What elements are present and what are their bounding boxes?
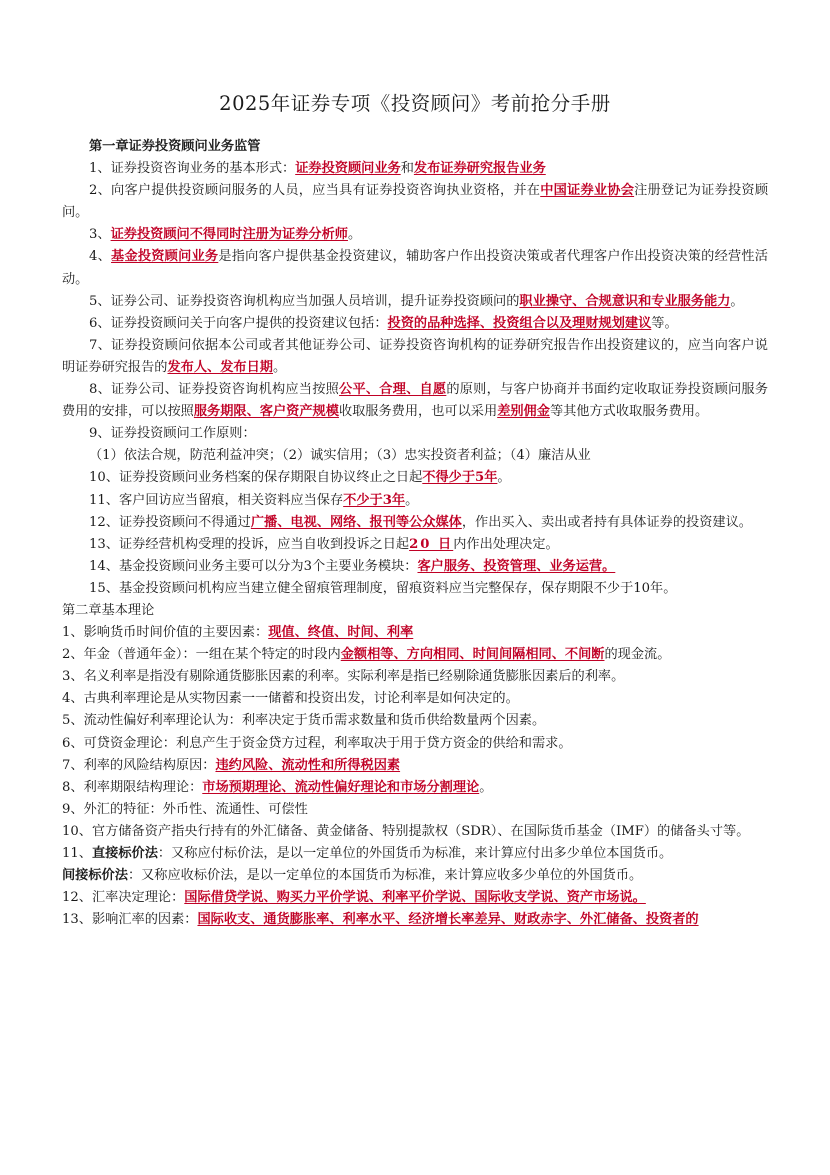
item-text: 古典利率理论是从实物因素一一储蓄和投资出发，讨论利率是如何决定的。 bbox=[83, 691, 519, 707]
highlight-term: 国际收支、通货膨胀率、利率水平、经济增长率差异、财政赤字、外汇储备、投资者的 bbox=[197, 912, 699, 928]
item-number: 6、 bbox=[62, 735, 84, 751]
item-text: 外汇的特征：外币性、流通性、可偿性 bbox=[83, 801, 308, 817]
item-text-post: 的现金流。 bbox=[604, 647, 671, 663]
item-text: 证券公司、证券投资咨询机构应当加强人员培训，提升证券投资顾问的 bbox=[110, 293, 520, 309]
item-number: 9、 bbox=[89, 426, 111, 442]
item-text-post: 等。 bbox=[651, 315, 678, 331]
item-text: 利率期限结构理论： bbox=[83, 779, 203, 795]
item-number: 1、 bbox=[89, 161, 111, 177]
item-text: ：又称应收标价法，是以一定单位的本国货币为标准，来计算应收多少单位的外国货币。 bbox=[127, 868, 643, 884]
item-number: 5、 bbox=[89, 293, 111, 309]
item-text-mid: 的原则，与客户协商并书面约定收取证券投资顾问服务费用的安排，可以按照 bbox=[62, 382, 769, 420]
bold-term: 直接标价法 bbox=[91, 846, 158, 861]
document-body bbox=[62, 136, 768, 931]
item-text-mid: 和 bbox=[400, 161, 414, 177]
highlight-term: 现值、终值、时间、利率 bbox=[268, 625, 414, 641]
item-number: 5、 bbox=[62, 713, 84, 729]
highlight-term: 公平、合理、自愿 bbox=[339, 382, 447, 398]
item-text: 证券投资顾问工作原则： bbox=[110, 426, 256, 442]
item-text: 证券投资顾问不得通过 bbox=[118, 514, 251, 530]
highlight-term: 发布证券研究报告业务 bbox=[413, 161, 546, 177]
highlight-term: 服务期限、客户资产规模 bbox=[193, 404, 339, 420]
highlight-term: 职业操守、合规意识和专业服务能力 bbox=[519, 293, 731, 309]
list-item bbox=[62, 578, 768, 600]
item-text: 证券公司、证券投资咨询机构应当按照 bbox=[111, 382, 340, 398]
list-item bbox=[62, 909, 768, 931]
item-number: 8、 bbox=[89, 382, 112, 398]
item-text: 利率的风险结构原因： bbox=[83, 757, 216, 773]
item-text: 证券经营机构受理的投诉，应当自收到投诉之日起 bbox=[118, 536, 410, 552]
item-text-post: ，作出买入、卖出或者持有具体证券的投资建议。 bbox=[461, 514, 752, 530]
list-item bbox=[62, 666, 768, 688]
item-number: 7、 bbox=[89, 337, 112, 353]
page-title: 2025年证券专项《投资顾问》考前抢分手册 bbox=[219, 92, 611, 115]
item-number: 11、 bbox=[89, 492, 119, 508]
item-number: 12、 bbox=[89, 514, 119, 530]
list-item bbox=[62, 755, 768, 777]
list-item bbox=[62, 710, 768, 732]
item-text: 证券投资顾问关于向客户提供的投资建议包括： bbox=[110, 315, 388, 331]
list-item bbox=[62, 180, 768, 224]
list-item bbox=[62, 556, 768, 578]
list-item bbox=[62, 291, 768, 313]
bold-term: 间接标价法 bbox=[62, 868, 128, 884]
list-item bbox=[62, 467, 768, 489]
list-item bbox=[62, 887, 768, 909]
item-text: ：又称应付标价法，是以一定单位的外国货币为标准，来计算应付出多少单位本国货币。 bbox=[157, 846, 673, 861]
item-text: 流动性偏好利率理论认为：利率决定于货币需求数量和货币供给数量两个因素。 bbox=[83, 713, 546, 729]
item-text: 证券投资顾问依据本公司或者其他证券公司、证券投资咨询机构的证券研究报告作出投资建议的，应当向客户说明证券研究报告的 bbox=[62, 337, 768, 375]
item-text: 影响货币时间价值的主要因素： bbox=[83, 625, 269, 641]
item-text-post: 等其他方式收取服务费用。 bbox=[549, 404, 709, 420]
highlight-term: 20 日 bbox=[409, 536, 454, 552]
item-number: 1、 bbox=[62, 625, 84, 641]
item-text-post: 。 bbox=[497, 470, 511, 486]
highlight-term: 市场预期理论、流动性偏好理论和市场分割理论 bbox=[202, 779, 480, 795]
highlight-term: 客户服务、投资管理、业务运营。 bbox=[417, 558, 616, 574]
highlight-term: 国际借贷学说、购买力平价学说、利率平价学说、国际收支学说、资产市场说。 bbox=[184, 890, 646, 906]
list-item bbox=[62, 158, 768, 180]
item-text: 年金（普通年金）：一组在某个特定的时段内 bbox=[83, 647, 341, 663]
item-text: 官方储备资产指央行持有的外汇储备、黄金储备、特别提款权（SDR）、在国际货币基金（IMF）的储备头寸等。 bbox=[91, 823, 750, 839]
highlight-term: 基金投资顾问业务 bbox=[111, 249, 219, 265]
list-item bbox=[62, 379, 768, 423]
item-text-post: 。 bbox=[273, 359, 287, 375]
highlight-term: 不少于3年 bbox=[343, 492, 406, 508]
list-item bbox=[62, 622, 768, 644]
item-text-post: 内作出处理决定。 bbox=[453, 536, 559, 552]
item-text: 影响汇率的因素： bbox=[91, 912, 198, 928]
item-text: 证券投资顾问业务档案的保存期限自协议终止之日起 bbox=[118, 470, 423, 486]
item-number: 8、 bbox=[62, 779, 84, 795]
item-number: 3、 bbox=[62, 669, 84, 685]
highlight-term: 中国证券业协会 bbox=[540, 183, 635, 199]
item-number: 11、 bbox=[62, 846, 92, 861]
highlight-term: 证券投资顾问业务 bbox=[295, 161, 401, 177]
item-text: 基金投资顾问机构应当建立健全留痕管理制度，留痕资料应当完整保存，保存期限不少于10年。 bbox=[118, 580, 677, 596]
item-text: 汇率决定理论： bbox=[91, 890, 185, 906]
highlight-term: 不得少于5年 bbox=[422, 470, 498, 486]
list-item bbox=[62, 821, 768, 843]
list-item bbox=[62, 246, 768, 290]
highlight-term: 发布人、发布日期 bbox=[167, 359, 273, 375]
highlight-term: 金额相等、方向相同、时间间隔相同、不间断 bbox=[340, 647, 605, 663]
highlight-term: 投资的品种选择、投资组合以及理财规划建议 bbox=[387, 315, 652, 331]
highlight-term: 广播、电视、网络、报刊等公众媒体 bbox=[250, 514, 462, 530]
item-text: 证券投资咨询业务的基本形式： bbox=[110, 161, 296, 177]
list-item bbox=[62, 335, 768, 379]
item-number: 12、 bbox=[62, 890, 92, 906]
item-number: 2、 bbox=[62, 647, 84, 663]
list-item bbox=[62, 644, 768, 666]
item-number: 10、 bbox=[62, 823, 92, 839]
item-text-post: 。 bbox=[479, 779, 493, 795]
item-number: 9、 bbox=[62, 801, 84, 817]
chapter-1-heading: 第一章证券投资顾问业务监管 bbox=[89, 139, 261, 154]
item-text-post: 。 bbox=[405, 492, 419, 508]
item-text: 向客户提供投资顾问服务的人员，应当具有证券投资咨询执业资格，并在 bbox=[111, 183, 541, 199]
chapter-2-heading: 第二章基本理论 bbox=[62, 602, 155, 618]
item-number: 15、 bbox=[89, 580, 119, 596]
item-number: 13、 bbox=[62, 912, 92, 928]
list-item bbox=[62, 733, 768, 755]
list-item bbox=[62, 490, 768, 512]
list-item bbox=[62, 777, 768, 799]
list-item bbox=[62, 423, 768, 445]
item-text-post: 是指向客户提供基金投资建议，辅助客户作出投资决策或者代理客户作出投资决策的经营性活动。 bbox=[62, 249, 768, 287]
item-text: 基金投资顾问业务主要可以分为3个主要业务模块： bbox=[118, 558, 418, 574]
list-item bbox=[62, 534, 768, 556]
item-number: 2、 bbox=[89, 183, 112, 199]
list-item bbox=[62, 799, 768, 821]
item-number: 7、 bbox=[62, 757, 84, 773]
list-item bbox=[62, 843, 768, 865]
list-item bbox=[62, 224, 768, 246]
list-item bbox=[62, 865, 768, 887]
item-text-post: 注册登记为证券投资顾问。 bbox=[62, 183, 769, 221]
highlight-term: 证券投资顾问不得同时注册为证券分析师 bbox=[110, 227, 348, 243]
item-text: 客户回访应当留痕，相关资料应当保存 bbox=[118, 492, 344, 508]
item-number: 10、 bbox=[89, 470, 119, 486]
item-number: 6、 bbox=[89, 315, 111, 331]
item-number: 14、 bbox=[89, 558, 119, 574]
list-item bbox=[62, 688, 768, 710]
highlight-term: 差别佣金 bbox=[497, 404, 550, 420]
list-item bbox=[62, 512, 768, 534]
list-item-sub bbox=[62, 445, 768, 467]
item-text-post: 。 bbox=[730, 293, 744, 309]
item-number: 13、 bbox=[89, 536, 119, 552]
list-item bbox=[62, 313, 768, 335]
highlight-term: 违约风险、流动性和所得税因素 bbox=[215, 757, 401, 773]
item-number: 3、 bbox=[89, 227, 111, 243]
item-text-post: 。 bbox=[347, 227, 362, 243]
item-text-mid: 收取服务费用，也可以采用 bbox=[338, 404, 498, 420]
item-number: 4、 bbox=[89, 249, 112, 265]
item-text: 可贷资金理论：利息产生于资金贷方过程，利率取决于用于贷方资金的供给和需求。 bbox=[83, 735, 572, 751]
item-text: 名义利率是指没有剔除通货膨胀因素的利率。实际利率是指已经剔除通货膨胀因素后的利率。 bbox=[83, 669, 625, 685]
item-number: 4、 bbox=[62, 691, 84, 707]
item-text: （1）依法合规，防范利益冲突；（2）诚实信用；（3）忠实投资者利益；（4）廉洁从业 bbox=[89, 448, 591, 464]
